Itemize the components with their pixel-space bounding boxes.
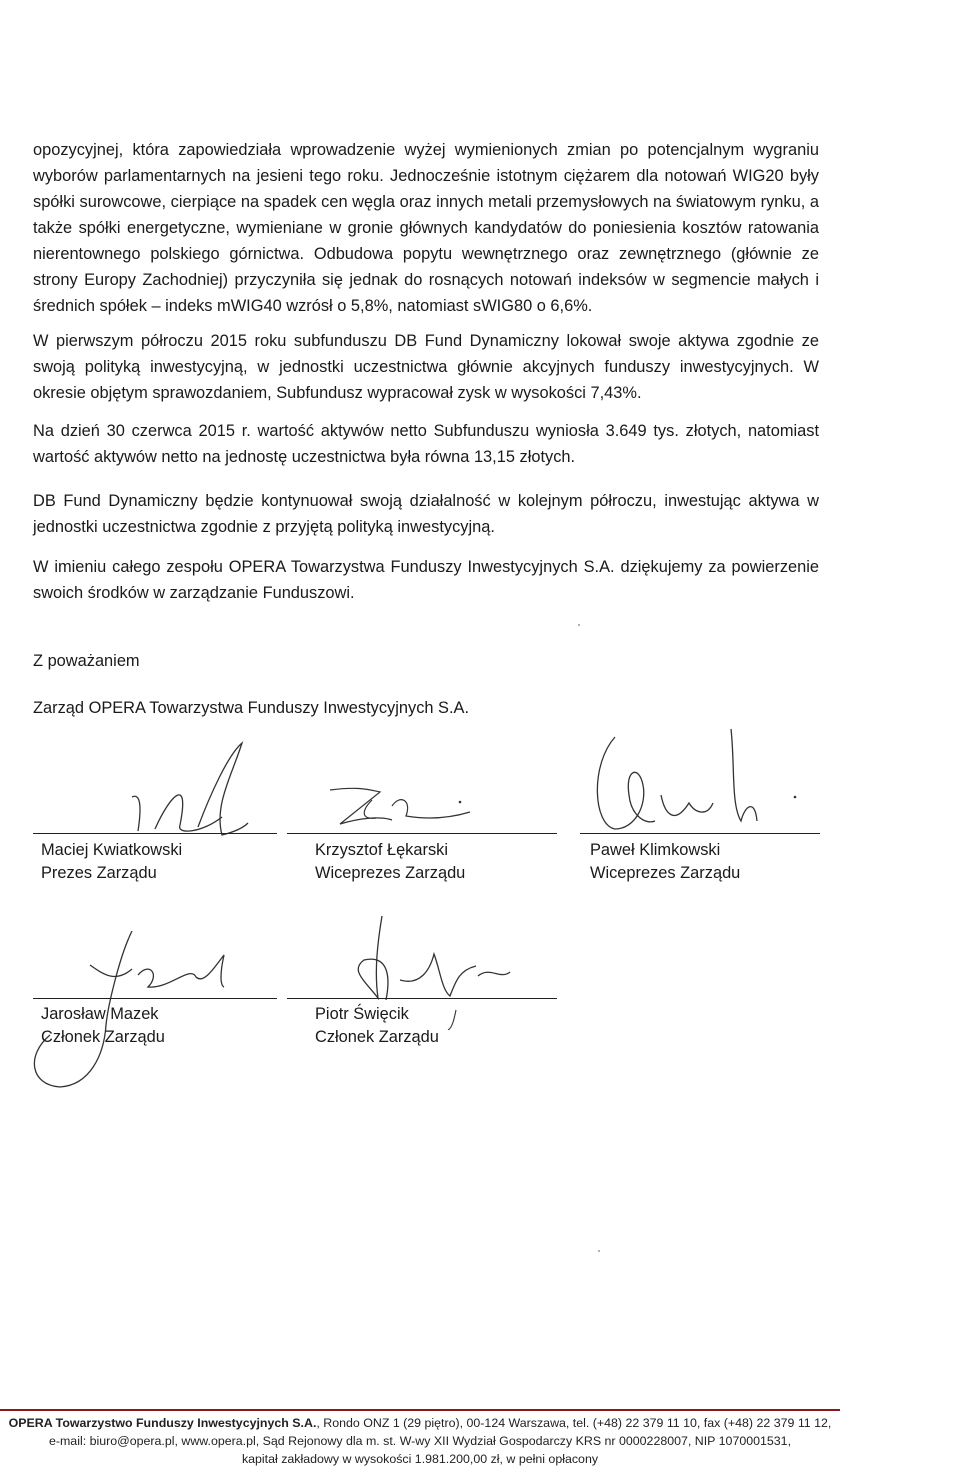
signatory-swiecik (315, 1003, 439, 1049)
signatory-role: Prezes Zarządu (41, 864, 157, 882)
signatory-name: Maciej Kwiatkowski (41, 841, 183, 859)
paragraph-market-summary: opozycyjnej, która zapowiedziała wprowadzenie wyżej wymienionych zmian po potencjalnym wygraniu wyborów parlamentarnych na jesieni tego roku. Jednocześnie istotnym ciężarem dla notowań WIG20 były spółki surowcowe, cierpiące na spadek cen węgla oraz innych metali przemysłowych na światowym rynku, a także spółki energetyczne, wymieniane w gronie głównych kandydatów do poniesienia kosztów ratowania nierentownego polskiego górnictwa. Odbudowa popytu wewnętrznego oraz zewnętrznego (głównie ze strony Europy Zachodniej) przyczyniła się jednak do rosnących notowań indeksów w segmencie małych i średnich spółek – indeks mWIG40 wzrósł o 5,8%, natomiast sWIG80 o 6,6%. (33, 141, 819, 315)
signature-rule (580, 833, 820, 834)
footer-address: , Rondo ONZ 1 (29 piętro), 00-124 Warszawa, tel. (+48) 22 379 11 10, fax (+48) 22 379 11 12, (316, 1416, 832, 1430)
footer-line-2: e-mail: biuro@opera.pl, www.opera.pl, Sąd Rejonowy dla m. st. W-wy XII Wydział Gospodarczy KRS nr 0000228007, NIP 1070001531, (48, 1434, 792, 1448)
signatory-role: Wiceprezes Zarządu (315, 864, 466, 882)
footer-line-3: kapitał zakładowy w wysokości 1.981.200,00 zł, w pełni opłacony (241, 1452, 599, 1466)
signatory-role: Członek Zarządu (315, 1028, 439, 1046)
scan-speck (578, 624, 580, 626)
footer-line-1 (0, 1414, 840, 1432)
closing-greeting: Z poważaniem (33, 652, 140, 670)
signatory-name: Krzysztof Łękarski (315, 841, 448, 859)
letterhead-footer (0, 1414, 840, 1468)
footer-company-name: OPERA Towarzystwo Funduszy Inwestycyjnych S.A. (8, 1416, 317, 1430)
paragraph-fund-strategy: W pierwszym półroczu 2015 roku subfunduszu DB Fund Dynamiczny lokował swoje aktywa zgodnie ze swoją polityką inwestycyjną, w jednostki uczestnictwa głównie akcyjnych funduszy inwestycyjnych. W okresie objętym sprawozdaniem, Subfundusz wypracował zysk w wysokości 7,43%. (33, 332, 819, 402)
signatory-lekarski (315, 839, 465, 885)
signature-kwiatkowski-image (110, 735, 260, 845)
paragraph-net-assets: Na dzień 30 czerwca 2015 r. wartość aktywów netto Subfunduszu wyniosła 3.649 tys. złotych, natomiast wartość aktywów netto na jednostę uczestnictwa była równa 13,15 złotych. (33, 422, 819, 466)
signatory-role: Wiceprezes Zarządu (590, 864, 741, 882)
paragraph-thanks: W imieniu całego zespołu OPERA Towarzystwa Funduszy Inwestycyjnych S.A. dziękujemy za powierzenie swoich środków w zarządzanie Funduszowi. (33, 558, 819, 602)
signatory-name: Piotr Święcik (315, 1005, 409, 1023)
signatory-name: Jarosław Mazek (41, 1005, 159, 1023)
signatory-name: Paweł Klimkowski (590, 841, 721, 859)
signature-rule (33, 833, 277, 834)
signatory-role: Członek Zarządu (41, 1028, 165, 1046)
signature-klimkowski-image (585, 725, 805, 845)
signatory-kwiatkowski (41, 839, 182, 885)
signatory-klimkowski (590, 839, 740, 885)
signatory-mazek (41, 1003, 165, 1049)
signature-rule (287, 833, 557, 834)
scan-speck (598, 1250, 600, 1252)
signature-rule (287, 998, 557, 999)
paragraph-outlook: DB Fund Dynamiczny będzie kontynuował swoją działalność w kolejnym półroczu, inwestując aktywa w jednostki uczestnictwa zgodnie z przyjętą polityką inwestycyjną. (33, 492, 819, 536)
footer-rule (0, 1409, 840, 1411)
board-signature-line: Zarząd OPERA Towarzystwa Funduszy Inwestycyjnych S.A. (33, 699, 470, 717)
signature-rule (33, 998, 277, 999)
